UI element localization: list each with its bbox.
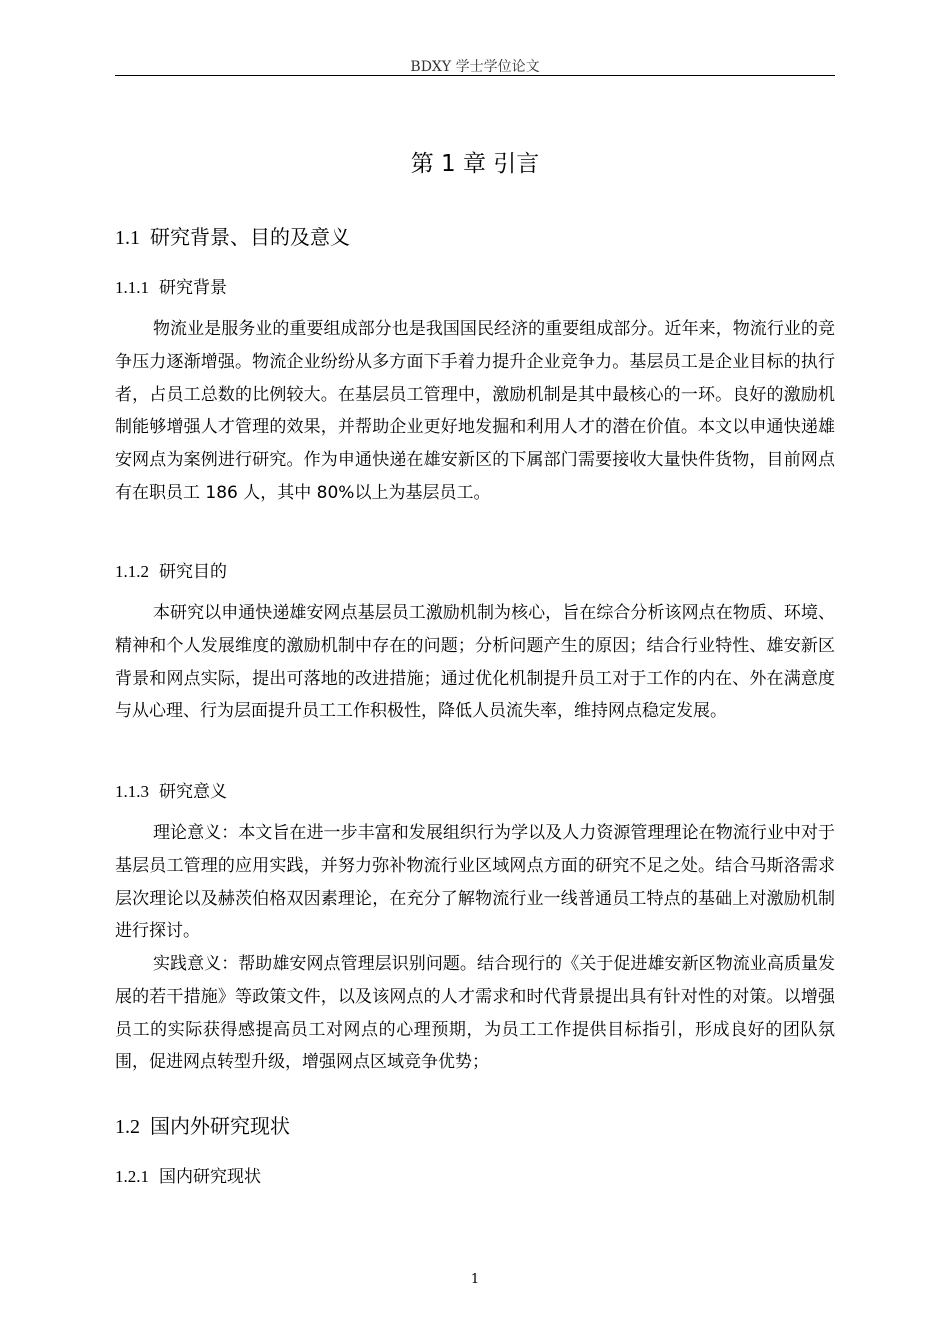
section-number: 1.1.1 [115, 278, 149, 297]
section-1-2-heading [115, 1112, 290, 1141]
section-1-1-1-heading [115, 276, 227, 300]
section-title: 研究意义 [159, 782, 227, 802]
section-title: 研究目的 [159, 562, 227, 582]
paragraph-practical-significance: 实践意义：帮助雄安网点管理层识别问题。结合现行的《关于促进雄安新区物流业高质量发展的若干措施》等政策文件，以及该网点的人才需求和时代背景提出具有针对性的对策。以增强员工的实际获得感提高员工对网点的心理预期，为员工工作提供目标指引，形成良好的团队氛围，促进网点转型升级，增强网点区域竞争优势； [115, 954, 835, 1073]
section-1-1-3-heading [115, 780, 227, 804]
paragraph-research-background: 物流业是服务业的重要组成部分也是我国国民经济的重要组成部分。近年来，物流行业的竞争压力逐渐增强。物流企业纷纷从多方面下手着力提升企业竞争力。基层员工是企业目标的执行者，占员工总数的比例较大。在基层员工管理中，激励机制是其中最核心的一环。良好的激励机制能够增强人才管理的效果，并帮助企业更好地发掘和利用人才的潜在价值。本文以申通快递雄安网点为案例进行研究。作为申通快递在雄安新区的下属部门需要接收大量快件货物，目前网点有在职员工 186 人，其中 80%以上为基层员工。 [115, 319, 835, 503]
section-number: 1.2 [115, 1116, 140, 1138]
section-number: 1.2.1 [115, 1167, 149, 1186]
section-number: 1.1.3 [115, 782, 149, 801]
paragraph-theoretical-significance: 理论意义：本文旨在进一步丰富和发展组织行为学以及人力资源管理理论在物流行业中对于基层员工管理的应用实践，并努力弥补物流行业区域网点方面的研究不足之处。结合马斯洛需求层次理论以及赫茨伯格双因素理论，在充分了解物流行业一线普通员工特点的基础上对激励机制进行探讨。 [115, 823, 835, 942]
section-title: 研究背景、目的及意义 [150, 225, 350, 249]
section-title: 研究背景 [159, 278, 227, 298]
section-title: 国内研究现状 [159, 1167, 261, 1187]
section-1-2-1-heading [115, 1165, 261, 1189]
section-1-1-2-heading [115, 560, 227, 584]
paragraph-research-purpose: 本研究以申通快递雄安网点基层员工激励机制为核心，旨在综合分析该网点在物质、环境、精神和个人发展维度的激励机制中存在的问题；分析问题产生的原因；结合行业特性、雄安新区背景和网点实际，提出可落地的改进措施；通过优化机制提升员工对于工作的内在、外在满意度与从心理、行为层面提升员工工作积极性，降低人员流失率，维持网点稳定发展。 [115, 603, 835, 722]
page-number: 1 [470, 1272, 480, 1287]
section-title: 国内外研究现状 [150, 1114, 290, 1138]
section-number: 1.1 [115, 227, 140, 249]
page-header: BDXY 学士学位论文 [410, 59, 540, 75]
section-number: 1.1.2 [115, 562, 149, 581]
chapter-title: 第 1 章 引言 [410, 151, 540, 177]
section-1-1-heading [115, 223, 350, 252]
header-rule [115, 75, 835, 76]
